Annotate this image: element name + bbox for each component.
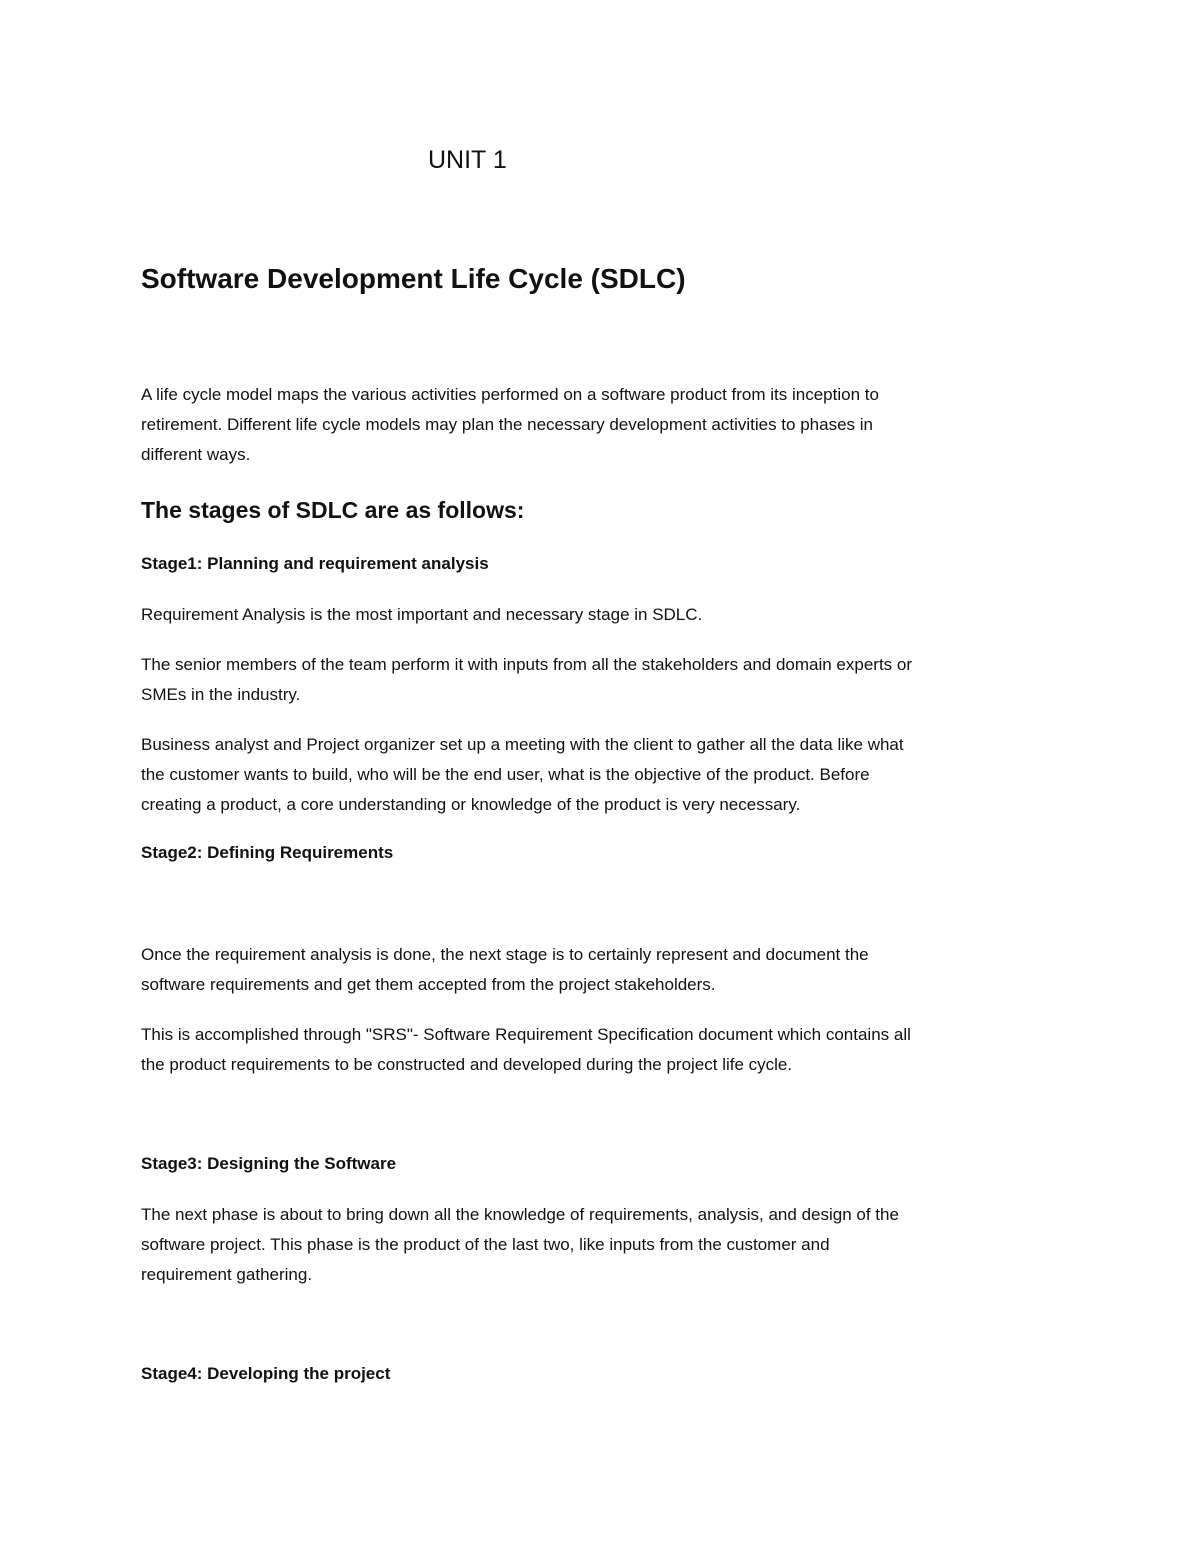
stage2-paragraph-1 <box>141 940 869 1000</box>
stage1-paragraph-1 <box>141 600 702 630</box>
stage2-paragraph-2 <box>141 1020 911 1080</box>
paragraph-line: The next phase is about to bring down all the knowledge of requirements, analysis, and design of the <box>141 1205 899 1224</box>
stage3-heading: Stage3: Designing the Software <box>141 1154 397 1173</box>
paragraph-line: creating a product, a core understanding or knowledge of the product is very necessary. <box>141 795 801 814</box>
paragraph-line: Business analyst and Project organizer set up a meeting with the client to gather all the data like what <box>141 735 904 754</box>
intro-paragraph <box>141 380 879 470</box>
document-title: Software Development Life Cycle (SDLC) <box>141 263 686 294</box>
paragraph-line: A life cycle model maps the various activities performed on a software product from its inception to <box>141 385 879 404</box>
paragraph-line: Requirement Analysis is the most important and necessary stage in SDLC. <box>141 605 703 624</box>
paragraph-line: the product requirements to be constructed and developed during the project life cycle. <box>141 1055 793 1074</box>
paragraph-line: the customer wants to build, who will be the end user, what is the objective of the product. Before <box>141 765 870 784</box>
paragraph-line: The senior members of the team perform it with inputs from all the stakeholders and domain experts or <box>141 655 913 674</box>
stage4-heading: Stage4: Developing the project <box>141 1364 391 1383</box>
paragraph-line: different ways. <box>141 445 251 464</box>
unit-title: UNIT 1 <box>428 146 507 174</box>
paragraph-line: software requirements and get them accepted from the project stakeholders. <box>141 975 716 994</box>
paragraph-line: This is accomplished through "SRS"- Software Requirement Specification document which contains all <box>141 1025 911 1044</box>
stage3-paragraph-1 <box>141 1200 899 1290</box>
paragraph-line: Once the requirement analysis is done, the next stage is to certainly represent and document the <box>141 945 869 964</box>
stage1-paragraph-2 <box>141 650 912 710</box>
stages-heading: The stages of SDLC are as follows: <box>141 497 525 523</box>
paragraph-line: software project. This phase is the product of the last two, like inputs from the customer and <box>141 1235 830 1254</box>
stage1-paragraph-3 <box>141 730 904 820</box>
stage2-heading: Stage2: Defining Requirements <box>141 843 394 862</box>
stage1-heading: Stage1: Planning and requirement analysis <box>141 554 489 573</box>
paragraph-line: SMEs in the industry. <box>141 685 301 704</box>
paragraph-line: requirement gathering. <box>141 1265 313 1284</box>
paragraph-line: retirement. Different life cycle models may plan the necessary development activities to phases in <box>141 415 873 434</box>
